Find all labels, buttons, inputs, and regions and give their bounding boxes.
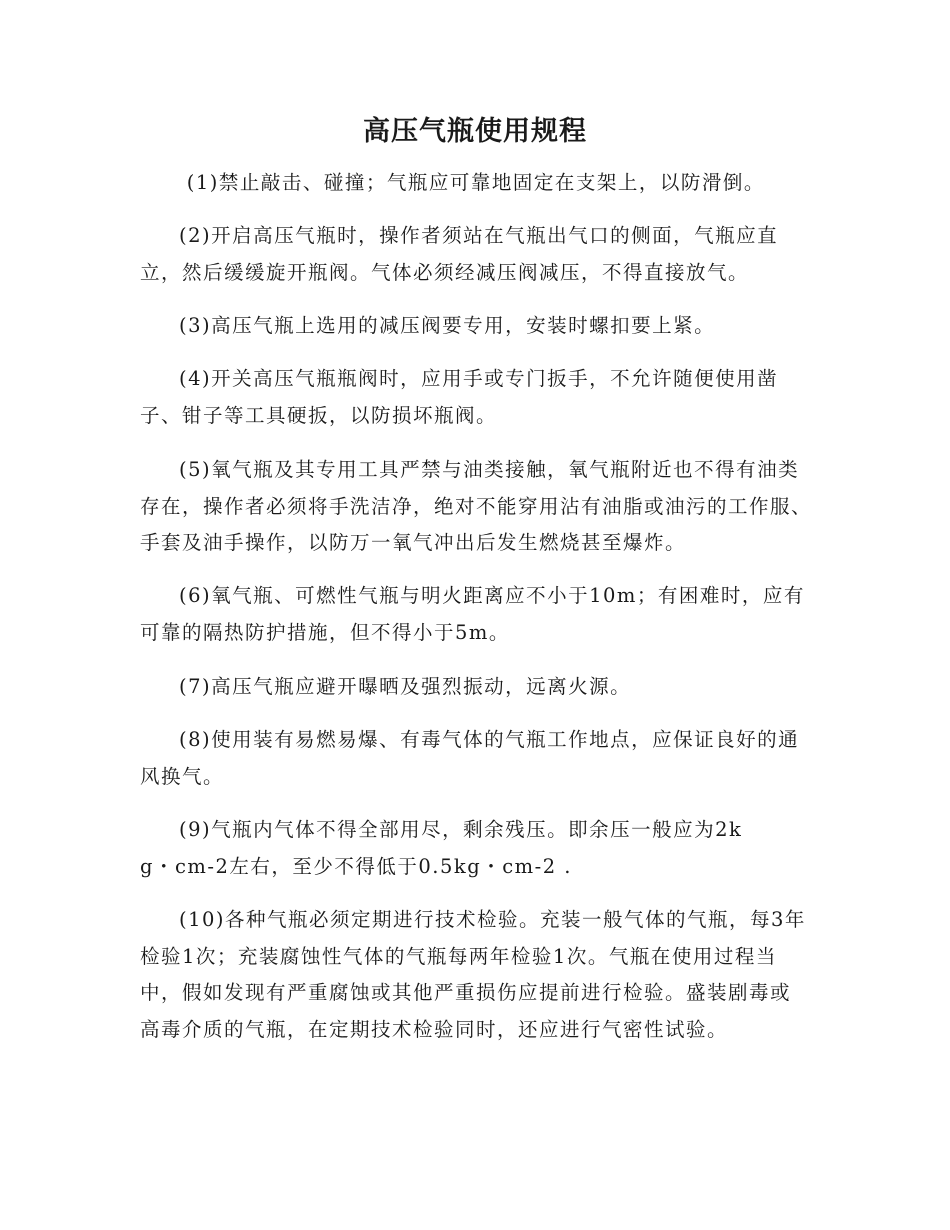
rule-paragraph-6: (6)氧气瓶、可燃性气瓶与明火距离应不小于10m；有困难时，应有可靠的隔热防护措施，但不得小于5m。	[140, 584, 805, 644]
rule-paragraph-9: (9)气瓶内气体不得全部用尽，剩余残压。即余压一般应为2kg・cm-2左右，至少不得低于0.5kg・cm-2 .	[140, 818, 743, 878]
rule-paragraph-1: (1)禁止敲击、碰撞；气瓶应可靠地固定在支架上，以防滑倒。	[186, 171, 765, 194]
rule-paragraph-7: (7)高压气瓶应避开曝晒及强烈振动，远离火源。	[179, 675, 632, 698]
rule-paragraph-2: (2)开启高压气瓶时，操作者须站在气瓶出气口的侧面，气瓶应直立，然后缓缓旋开瓶阀。气体必须经减压阀减压，不得直接放气。	[140, 224, 779, 284]
document-title: 高压气瓶使用规程	[363, 116, 587, 147]
rule-paragraph-3: (3)高压气瓶上选用的减压阀要专用，安装时螺扣要上紧。	[179, 314, 716, 337]
rule-paragraph-5: (5)氧气瓶及其专用工具严禁与油类接触，氧气瓶附近也不得有油类存在，操作者必须将手洗洁净，绝对不能穿用沾有油脂或油污的工作服、手套及油手操作，以防万一氧气冲出后发生燃烧甚至爆炸。	[140, 458, 813, 554]
rule-paragraph-4: (4)开关高压气瓶瓶阀时，应用手或专门扳手，不允许随便使用凿子、钳子等工具硬扳，以防损坏瓶阀。	[140, 367, 779, 427]
rule-paragraph-10: (10)各种气瓶必须定期进行技术检验。充装一般气体的气瓶，每3年检验1次；充装腐蚀性气体的气瓶每两年检验1次。气瓶在使用过程当中，假如发现有严重腐蚀或其他严重损伤应提前进行检验。盛装剧毒或高毒介质的气瓶，在定期技术检验同时，还应进行气密性试验。	[140, 908, 806, 1041]
rule-paragraph-8: (8)使用装有易燃易爆、有毒气体的气瓶工作地点，应保证良好的通风换气。	[140, 728, 800, 788]
